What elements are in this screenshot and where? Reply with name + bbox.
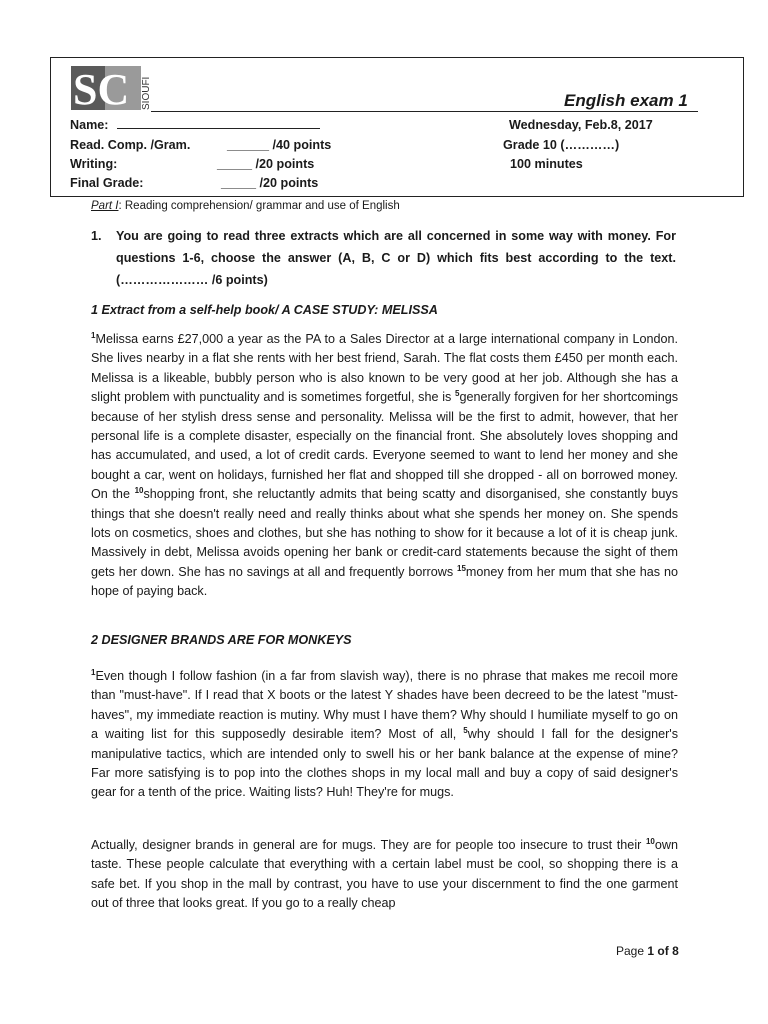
school-logo — [71, 64, 157, 112]
extract2-heading: 2 DESIGNER BRANDS ARE FOR MONKEYS — [91, 633, 352, 647]
extract1-heading: 1 Extract from a self-help book/ A CASE STUDY: MELISSA — [91, 303, 438, 317]
question-instruction — [91, 225, 676, 291]
final-grade-label: Final Grade: — [70, 176, 144, 190]
line-number: 10 — [645, 836, 655, 846]
name-blank[interactable] — [117, 118, 320, 129]
line-number: 5 — [463, 726, 468, 736]
line-number: 1 — [91, 330, 96, 340]
paragraph-text: Even though I follow fashion (in a far from slavish way), there is no phrase that makes me recoil more than "must-have". If I read that X boots or the latest Y shades have been decreed to be the latest "must-haves", my immediate reaction is mutiny. Why must I have them? Why should I humiliate myself to go on a waiting list for this supposedly desirable item? Most of all, — [91, 669, 678, 742]
extract2-paragraph-1 — [91, 667, 678, 803]
read-comp-label: Read. Comp. /Gram. — [70, 138, 191, 152]
paragraph-text: Actually, designer brands in general are for mugs. They are for people too insecure to trust their — [91, 838, 646, 852]
instruction-text: You are going to read three extracts which are all concerned in some way with money. For questions 1-6, choose the answer (A, B, C or D) which fits best according to the text. (………………… /6 points) — [116, 229, 676, 287]
page-current: 1 — [647, 944, 655, 958]
line-number: 15 — [457, 563, 466, 573]
writing-points: _____ /20 points — [217, 157, 315, 171]
exam-date: Wednesday, Feb.8, 2017 — [509, 118, 653, 132]
line-number: 10 — [134, 486, 144, 496]
page-word: Page — [616, 944, 645, 958]
paragraph-text: why should I fall for the designer's manipulative tactics, which are intended only to swell his or her bank balance at the expense of mine? Far more satisfying is to pop into the clothes shops in my local mall and buy a copy of said designer's gear for a tenth of the price. Waiting lists? Huh! They're for mugs. — [91, 727, 679, 800]
paragraph-text: own taste. These people calculate that everything with a certain label must be cool, so shopping there is a safe bet. If you shop in the mall by contrast, you have to use your discernment to find the one garment out of three that looks great. If you go to a really cheap — [91, 838, 678, 911]
duration: 100 minutes — [510, 157, 583, 171]
name-label: Name: — [70, 118, 109, 132]
page-number — [616, 944, 679, 958]
part-label — [91, 200, 400, 212]
logo-side-text: SIOUFI — [141, 76, 152, 110]
title-underline — [151, 111, 698, 112]
paragraph-text: generally forgiven for her shortcomings because of her stylish dress sense and personality. Melissa will be the first to admit, however, that her personal life is a complete disaster, especially on the financial front. She absolutely loves shopping and has accumulated, and used, a lot of credit cards. Everyone seemed to want to lend her money and she bought a car, went on holidays, furnished her flat and shopped till she dropped - all on borrowed money. On the — [91, 390, 678, 502]
logo-letters: SC — [73, 65, 130, 112]
final-grade-points: _____ /20 points — [221, 176, 319, 190]
writing-label: Writing: — [70, 157, 118, 171]
paragraph-text: shopping front, she reluctantly admits that being scatty and disorganised, she constantly buys things that she doesn't really need and really thinks about what she spends her money on. She spends lots on cosmetics, shoes and clothes, but she has nothing to show for it because a lot of it is cheap junk. Massively in debt, Melissa avoids opening her bank or credit-card statements because the sight of them gets her down. She has no savings at all and frequently borrows — [91, 487, 678, 579]
instruction-number: 1. — [91, 229, 102, 243]
line-number: 1 — [91, 667, 96, 677]
paragraph-text: money from her mum that she has no hope of paying back. — [91, 564, 678, 599]
exam-title: English exam 1 — [564, 91, 688, 110]
part-title: : Reading comprehension/ grammar and use of English — [118, 200, 400, 212]
exam-header — [50, 57, 744, 197]
part-number: Part I — [91, 200, 119, 212]
page-of: of — [657, 944, 669, 958]
grade-label: Grade 10 (…………) — [503, 138, 620, 152]
extract1-paragraph — [91, 330, 678, 602]
paragraph-text: Melissa earns £27,000 a year as the PA to a Sales Director at a large international company in London. She lives nearby in a flat she rents with her best friend, Sarah. The flat costs them £450 per month each. Melissa is a likeable, bubbly person who is also known to be very good at her job. Although she has a slight problem with punctuality and is sometimes forgetful, she is — [91, 332, 678, 405]
line-number: 5 — [455, 389, 460, 399]
read-comp-points: ______ /40 points — [227, 138, 332, 152]
extract2-paragraph-2 — [91, 836, 678, 914]
page-total: 8 — [672, 944, 679, 958]
